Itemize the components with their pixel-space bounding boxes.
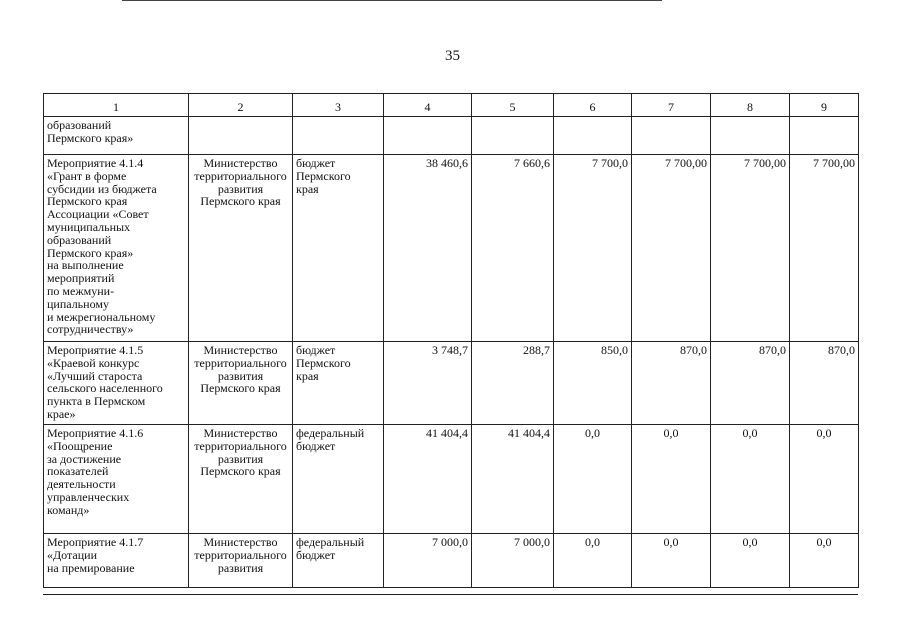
executor-cell — [189, 117, 293, 155]
header-col-7: 7 — [632, 94, 711, 117]
executor-cell: Министерство территориального развития Пермского края — [189, 425, 293, 534]
table-row — [44, 117, 859, 155]
value-cell-4: 38 460,6 — [384, 155, 472, 342]
value-cell-6 — [554, 117, 632, 155]
top-border-line — [122, 0, 662, 1]
value-cell-6: 7 700,0 — [554, 155, 632, 342]
executor-cell: Министерство территориального развития Пермского края — [189, 342, 293, 425]
activity-name-cell: Мероприятие 4.1.5 «Краевой конкурс «Лучший староста сельского населенного пункта в Пермском крае» — [44, 342, 189, 425]
budget-table — [43, 93, 859, 588]
value-cell-9: 870,0 — [790, 342, 859, 425]
value-cell-6: 0,0 — [554, 534, 632, 588]
executor-cell: Министерство территориального развития Пермского края — [189, 155, 293, 342]
funding-source-cell: бюджет Пермского края — [293, 342, 384, 425]
value-cell-8: 0,0 — [711, 534, 790, 588]
funding-source-cell: бюджет Пермского края — [293, 155, 384, 342]
value-cell-6: 0,0 — [554, 425, 632, 534]
executor-cell: Министерство территориального развития — [189, 534, 293, 588]
table-row — [44, 425, 859, 534]
header-col-8: 8 — [711, 94, 790, 117]
value-cell-5: 7 000,0 — [472, 534, 554, 588]
activity-name-cell: Мероприятие 4.1.6 «Поощрение за достижение показателей деятельности управленческих команд» — [44, 425, 189, 534]
value-cell-5: 7 660,6 — [472, 155, 554, 342]
header-col-1: 1 — [44, 94, 189, 117]
value-cell-8: 7 700,00 — [711, 155, 790, 342]
value-cell-8 — [711, 117, 790, 155]
header-col-3: 3 — [293, 94, 384, 117]
value-cell-9 — [790, 117, 859, 155]
activity-name-cell: образований Пермского края» — [44, 117, 189, 155]
table-row — [44, 155, 859, 342]
value-cell-4: 7 000,0 — [384, 534, 472, 588]
value-cell-7: 0,0 — [632, 425, 711, 534]
header-col-6: 6 — [554, 94, 632, 117]
value-cell-5 — [472, 117, 554, 155]
value-cell-9: 0,0 — [790, 425, 859, 534]
funding-source-cell: федеральный бюджет — [293, 534, 384, 588]
table-bottom-edge — [43, 594, 858, 595]
value-cell-4 — [384, 117, 472, 155]
value-cell-4: 41 404,4 — [384, 425, 472, 534]
activity-name-cell: Мероприятие 4.1.7 «Дотации на премирование — [44, 534, 189, 588]
header-col-4: 4 — [384, 94, 472, 117]
value-cell-7: 7 700,00 — [632, 155, 711, 342]
value-cell-7: 870,0 — [632, 342, 711, 425]
funding-source-cell: федеральный бюджет — [293, 425, 384, 534]
value-cell-4: 3 748,7 — [384, 342, 472, 425]
value-cell-5: 41 404,4 — [472, 425, 554, 534]
value-cell-9: 7 700,00 — [790, 155, 859, 342]
header-col-5: 5 — [472, 94, 554, 117]
page-number: 35 — [445, 48, 460, 64]
funding-source-cell — [293, 117, 384, 155]
header-col-9: 9 — [790, 94, 859, 117]
header-row — [44, 94, 859, 117]
value-cell-6: 850,0 — [554, 342, 632, 425]
value-cell-9: 0,0 — [790, 534, 859, 588]
activity-name-cell: Мероприятие 4.1.4 «Грант в форме субсидии из бюджета Пермского края Ассоциации «Совет муниципальных образований Пермского края» на выполнение мероприятий по межмуни- ципальному и межрегиональному сотрудничеству» — [44, 155, 189, 342]
table-row — [44, 534, 859, 588]
value-cell-5: 288,7 — [472, 342, 554, 425]
value-cell-7: 0,0 — [632, 534, 711, 588]
value-cell-8: 870,0 — [711, 342, 790, 425]
table-row — [44, 342, 859, 425]
value-cell-8: 0,0 — [711, 425, 790, 534]
value-cell-7 — [632, 117, 711, 155]
header-col-2: 2 — [189, 94, 293, 117]
